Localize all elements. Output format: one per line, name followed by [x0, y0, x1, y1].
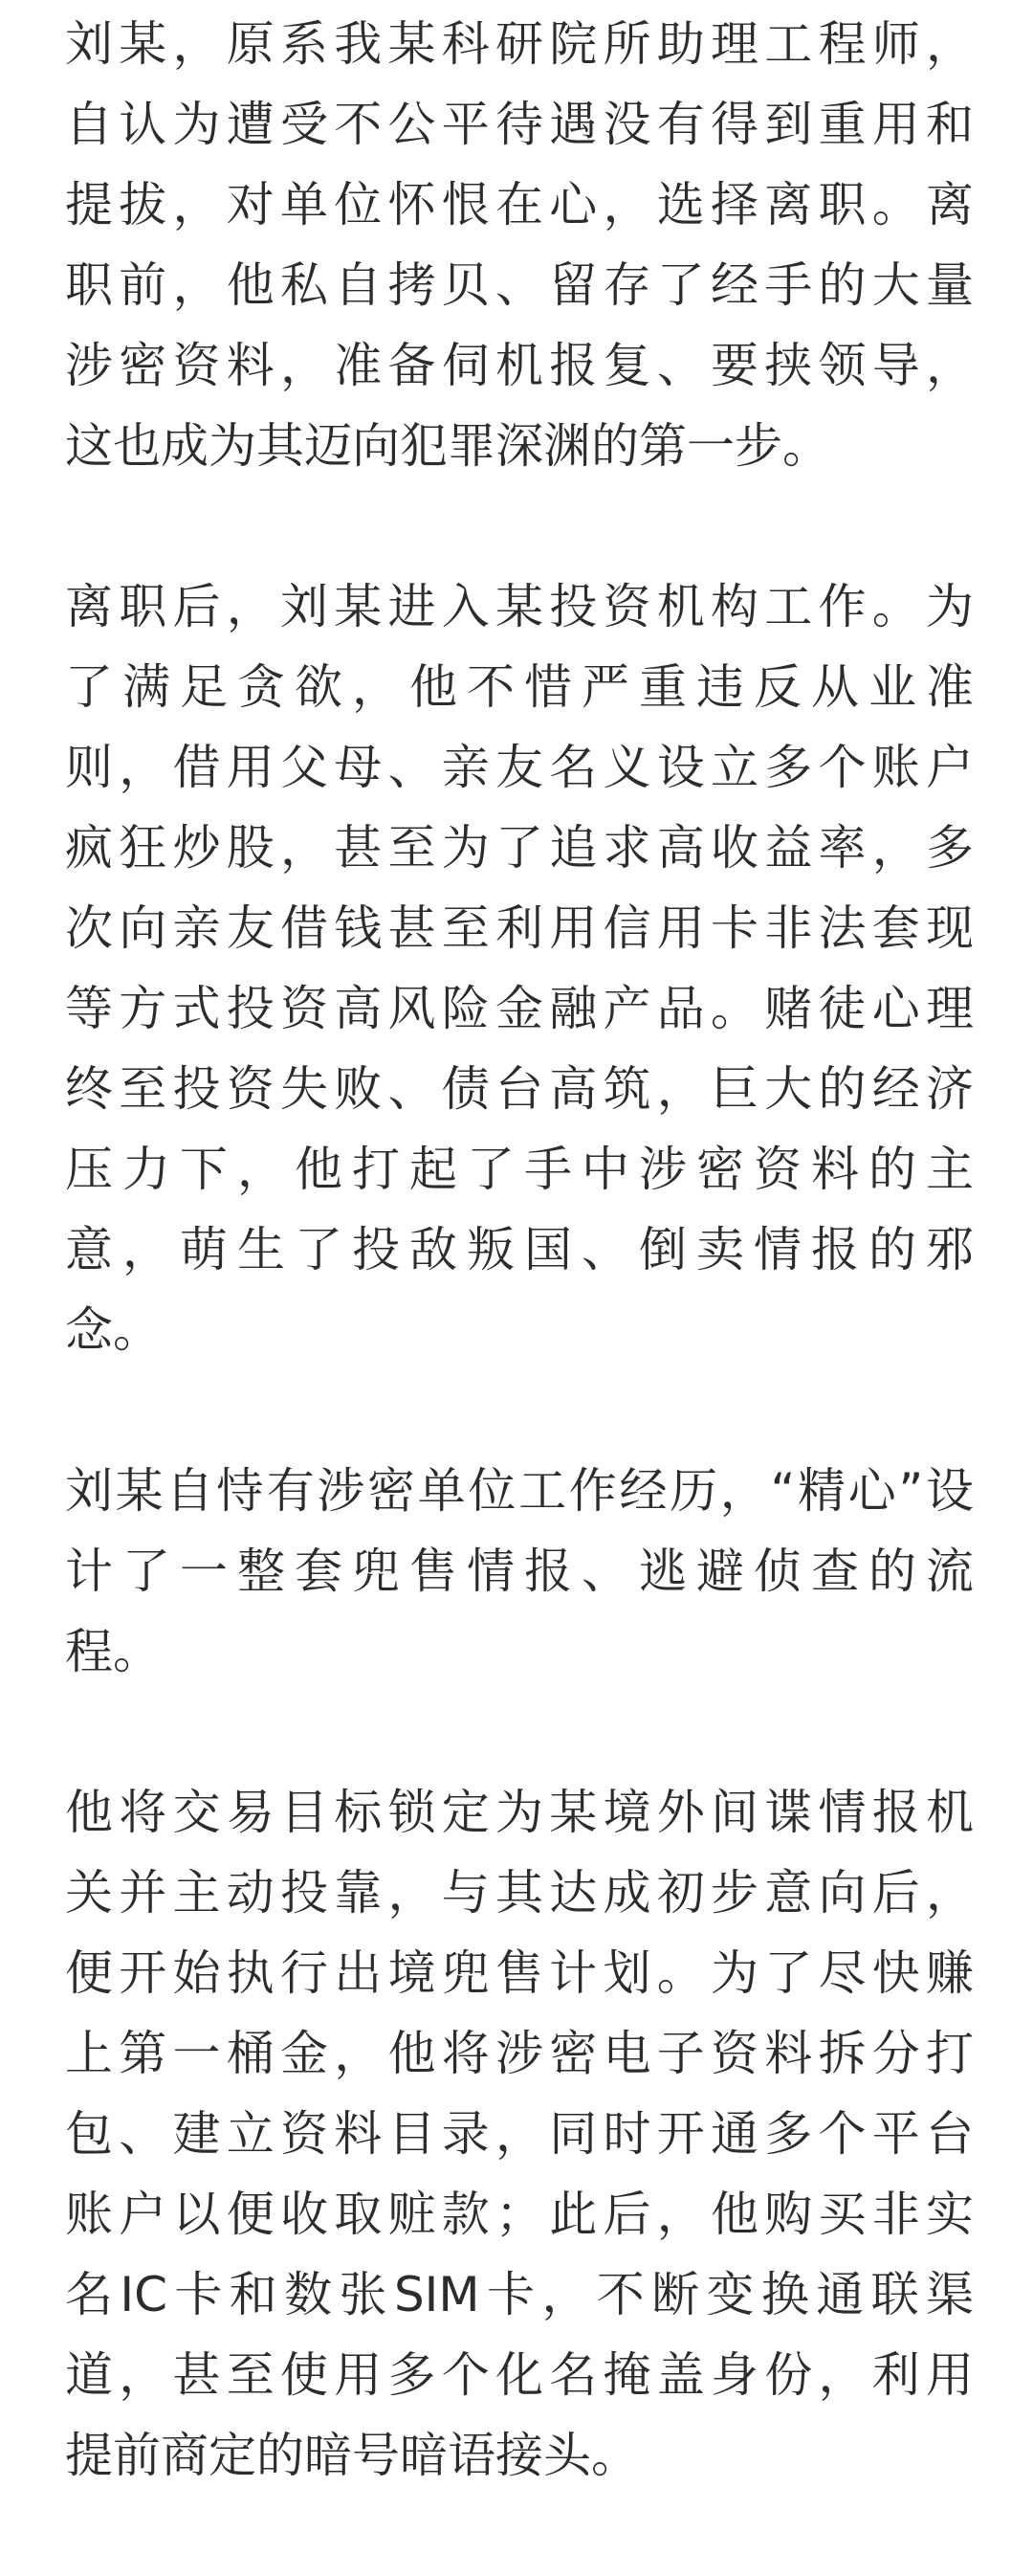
paragraph-line: 念。 [65, 1302, 161, 1358]
paragraph-line: 终至投资失败、债台高筑，巨大的经济 [65, 1061, 974, 1117]
paragraph-line: 职前，他私自拷贝、留存了经手的大量 [65, 257, 974, 313]
paragraph-line: 了满足贪欲，他不惜严重违反从业准 [65, 659, 974, 715]
paragraph-line: 刘某自恃有涉密单位工作经历，“精心”设 [65, 1463, 974, 1519]
paragraph-line: 则，借用父母、亲友名义设立多个账户 [65, 740, 974, 795]
paragraph-line: 关并主动投靠，与其达成初步意向后， [65, 1865, 974, 1921]
paragraph-planning [65, 1451, 974, 1692]
article-body [65, 4, 974, 2576]
paragraph-line: 便开始执行出境兜售计划。为了尽快赚 [65, 1945, 974, 2001]
paragraph-investment [65, 566, 974, 1370]
paragraph-line: 这也成为其迈向犯罪深渊的第一步。 [65, 418, 830, 474]
paragraph-line: 刘某，原系我某科研院所助理工程师， [65, 16, 974, 72]
paragraph-line: 次向亲友借钱甚至利用信用卡非法套现 [65, 900, 974, 956]
paragraph-line: 离职后，刘某进入某投资机构工作。为 [65, 579, 974, 634]
paragraph-line: 自认为遭受不公平待遇没有得到重用和 [65, 97, 974, 152]
paragraph-line: 账户以便收取赃款；此后，他购买非实 [65, 2187, 974, 2242]
paragraph-line: 名IC卡和数张SIM卡，不断变换通联渠 [65, 2267, 974, 2322]
paragraph-line: 他将交易目标锁定为某境外间谍情报机 [65, 1785, 974, 1840]
paragraph-line: 程。 [65, 1624, 161, 1679]
paragraph-line: 压力下，他打起了手中涉密资料的主 [65, 1142, 974, 1197]
paragraph-line: 包、建立资料目录，同时开通多个平台 [65, 2106, 974, 2162]
paragraph-line: 疯狂炒股，甚至为了追求高收益率，多 [65, 820, 974, 876]
paragraph-line: 上第一桶金，他将涉密电子资料拆分打 [65, 2026, 974, 2081]
paragraph-resignation [65, 4, 974, 486]
paragraph-line: 道，甚至使用多个化名掩盖身份，利用 [65, 2347, 974, 2403]
paragraph-line: 计了一整套兜售情报、逃避侦查的流 [65, 1543, 974, 1599]
paragraph-line: 等方式投资高风险金融产品。赌徒心理 [65, 981, 974, 1036]
paragraph-line: 涉密资料，准备伺机报复、要挟领导， [65, 338, 974, 393]
paragraph-execution [65, 1772, 974, 2496]
paragraph-line: 提前商定的暗号暗语接头。 [65, 2428, 639, 2483]
paragraph-line: 提拔，对单位怀恨在心，选择离职。离 [65, 177, 974, 233]
paragraph-line: 意，萌生了投敌叛国、倒卖情报的邪 [65, 1222, 974, 1277]
